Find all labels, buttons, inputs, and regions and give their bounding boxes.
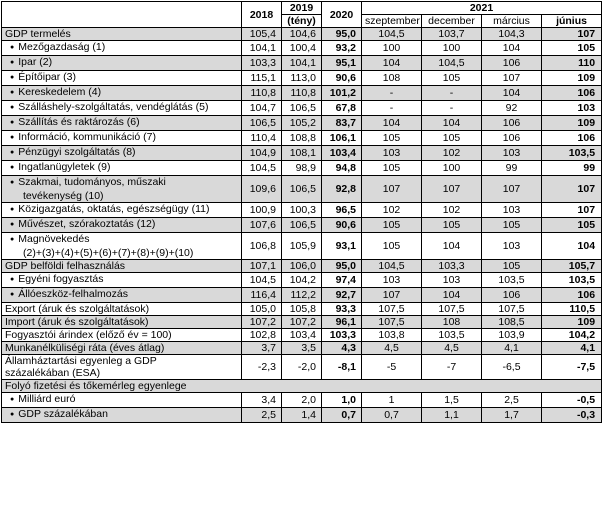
row-label bbox=[2, 101, 242, 116]
table-row bbox=[2, 393, 602, 408]
value-cell: 4,5 bbox=[422, 342, 482, 355]
value-cell: 104,6 bbox=[282, 28, 322, 41]
value-cell: 92,7 bbox=[322, 288, 362, 303]
value-cell: 104 bbox=[362, 116, 422, 131]
value-cell: 103,5 bbox=[482, 273, 542, 288]
row-label-text: ● Ipar (2) bbox=[10, 56, 52, 68]
value-cell: 107 bbox=[482, 71, 542, 86]
value-cell: 93,2 bbox=[322, 41, 362, 56]
row-label-text: ● Közigazgatás, oktatás, egészségügy (11) bbox=[10, 203, 210, 215]
value-cell: 105 bbox=[422, 71, 482, 86]
table-row bbox=[2, 131, 602, 146]
value-cell: 105,7 bbox=[542, 260, 602, 273]
row-label-text: ● Kereskedelem (4) bbox=[10, 86, 101, 98]
row-label bbox=[2, 146, 242, 161]
value-cell: 105 bbox=[482, 218, 542, 233]
value-cell: 106 bbox=[482, 56, 542, 71]
value-cell: 103 bbox=[422, 273, 482, 288]
month-header-june: június bbox=[542, 15, 602, 28]
row-label-line2: (2)+(3)+(4)+(5)+(6)+(7)+(8)+(9)+(10) bbox=[23, 247, 194, 259]
value-cell: 103,5 bbox=[542, 273, 602, 288]
value-cell: 110,8 bbox=[282, 86, 322, 101]
row-label-text: ● Információ, kommunikáció (7) bbox=[10, 131, 156, 143]
value-cell: 104,7 bbox=[242, 101, 282, 116]
table-row bbox=[2, 146, 602, 161]
value-cell: 112,2 bbox=[282, 288, 322, 303]
value-cell: 97,4 bbox=[322, 273, 362, 288]
value-cell: 102 bbox=[422, 203, 482, 218]
value-cell: 106 bbox=[542, 288, 602, 303]
value-cell: 106 bbox=[482, 288, 542, 303]
year-2021-header: 2021 bbox=[362, 2, 602, 15]
value-cell: 103,8 bbox=[362, 329, 422, 342]
row-label-text: Export (áruk és szolgáltatások) bbox=[5, 303, 150, 315]
table-row bbox=[2, 56, 602, 71]
month-header-december: december bbox=[422, 15, 482, 28]
value-cell: 106,1 bbox=[322, 131, 362, 146]
row-label-text: GDP termelés bbox=[5, 28, 71, 40]
table-row bbox=[2, 342, 602, 355]
row-label-text: ● Állóeszköz-felhalmozás bbox=[10, 288, 128, 300]
value-cell: 100 bbox=[422, 41, 482, 56]
value-cell: 104,5 bbox=[362, 28, 422, 41]
value-cell: 107,1 bbox=[242, 260, 282, 273]
value-cell: - bbox=[422, 86, 482, 101]
value-cell: 4,1 bbox=[542, 342, 602, 355]
value-cell: 109 bbox=[542, 71, 602, 86]
table-row bbox=[2, 288, 602, 303]
table-row bbox=[2, 355, 602, 380]
value-cell: -5 bbox=[362, 355, 422, 380]
row-label bbox=[2, 316, 242, 329]
value-cell: 104,2 bbox=[282, 273, 322, 288]
value-cell: 116,4 bbox=[242, 288, 282, 303]
row-label-text: ● Pénzügyi szolgáltatás (8) bbox=[10, 146, 136, 158]
value-cell: 2,5 bbox=[482, 393, 542, 408]
table-row bbox=[2, 273, 602, 288]
value-cell: 102 bbox=[422, 146, 482, 161]
table-row bbox=[2, 316, 602, 329]
value-cell: 103 bbox=[362, 146, 422, 161]
value-cell: 106,5 bbox=[242, 116, 282, 131]
value-cell: 105 bbox=[362, 161, 422, 176]
row-label-line1: ● Magnövekedés bbox=[10, 233, 238, 247]
row-label-text: ● Szállítás és raktározás (6) bbox=[10, 116, 140, 128]
value-cell: 104,5 bbox=[242, 273, 282, 288]
value-cell: 92 bbox=[482, 101, 542, 116]
row-label-text: ● Egyéni fogyasztás bbox=[10, 273, 103, 285]
table-row bbox=[2, 303, 602, 316]
value-cell: 103,3 bbox=[422, 260, 482, 273]
value-cell: 95,0 bbox=[322, 28, 362, 41]
value-cell: 102,8 bbox=[242, 329, 282, 342]
value-cell: 3,4 bbox=[242, 393, 282, 408]
table-row bbox=[2, 41, 602, 56]
value-cell: 106,5 bbox=[282, 176, 322, 203]
value-cell: 107,5 bbox=[362, 303, 422, 316]
value-cell: 103,3 bbox=[242, 56, 282, 71]
month-header-march: március bbox=[482, 15, 542, 28]
value-cell: 105,4 bbox=[242, 28, 282, 41]
value-cell: 104 bbox=[422, 288, 482, 303]
forecast-table bbox=[1, 1, 602, 423]
row-label bbox=[2, 71, 242, 86]
value-cell: 105 bbox=[422, 218, 482, 233]
table-row bbox=[2, 161, 602, 176]
value-cell: 99 bbox=[482, 161, 542, 176]
value-cell: 104,1 bbox=[242, 41, 282, 56]
value-cell: -7,5 bbox=[542, 355, 602, 380]
value-cell: 105 bbox=[542, 41, 602, 56]
table-body bbox=[2, 28, 602, 423]
row-label-text: ● Szálláshely-szolgáltatás, vendéglátás (5) bbox=[10, 101, 209, 113]
row-label bbox=[2, 288, 242, 303]
value-cell: 110,8 bbox=[242, 86, 282, 101]
value-cell: 104 bbox=[422, 116, 482, 131]
row-label bbox=[2, 161, 242, 176]
value-cell: 0,7 bbox=[362, 408, 422, 423]
row-label bbox=[2, 380, 602, 393]
value-cell: 101,2 bbox=[322, 86, 362, 101]
table-row bbox=[2, 408, 602, 423]
value-cell: 110 bbox=[542, 56, 602, 71]
year-2020-header: 2020 bbox=[322, 2, 362, 28]
value-cell: 100 bbox=[422, 161, 482, 176]
row-label-text: ● Mezőgazdaság (1) bbox=[10, 41, 105, 53]
row-label-text: ● Építőipar (3) bbox=[10, 71, 76, 83]
value-cell: 105 bbox=[362, 218, 422, 233]
value-cell: 106,5 bbox=[282, 101, 322, 116]
value-cell: 113,0 bbox=[282, 71, 322, 86]
value-cell: 1,4 bbox=[282, 408, 322, 423]
value-cell: 96,1 bbox=[322, 316, 362, 329]
value-cell: 103 bbox=[482, 233, 542, 260]
value-cell: 0,7 bbox=[322, 408, 362, 423]
value-cell: 109 bbox=[542, 116, 602, 131]
table-row bbox=[2, 176, 602, 203]
value-cell: 107 bbox=[542, 176, 602, 203]
value-cell: 104,5 bbox=[422, 56, 482, 71]
value-cell: 103,7 bbox=[422, 28, 482, 41]
row-label-text: Fogyasztói árindex (előző év = 100) bbox=[5, 329, 172, 341]
value-cell: 103,5 bbox=[542, 146, 602, 161]
row-label bbox=[2, 260, 242, 273]
value-cell: 106 bbox=[482, 116, 542, 131]
value-cell: 108,8 bbox=[282, 131, 322, 146]
value-cell: 99 bbox=[542, 161, 602, 176]
value-cell: -0,5 bbox=[542, 393, 602, 408]
row-label bbox=[2, 408, 242, 423]
value-cell: 103,4 bbox=[322, 146, 362, 161]
value-cell: 95,1 bbox=[322, 56, 362, 71]
value-cell: 4,5 bbox=[362, 342, 422, 355]
table-row bbox=[2, 71, 602, 86]
value-cell: 103 bbox=[542, 101, 602, 116]
value-cell: 3,7 bbox=[242, 342, 282, 355]
row-label bbox=[2, 56, 242, 71]
value-cell: - bbox=[362, 86, 422, 101]
value-cell: 1 bbox=[362, 393, 422, 408]
value-cell: 4,3 bbox=[322, 342, 362, 355]
value-cell: 107 bbox=[362, 288, 422, 303]
value-cell: 104,3 bbox=[482, 28, 542, 41]
value-cell: 107 bbox=[542, 28, 602, 41]
value-cell: 107 bbox=[362, 176, 422, 203]
row-label bbox=[2, 203, 242, 218]
table-row bbox=[2, 233, 602, 260]
row-label-text: Import (áruk és szolgáltatások) bbox=[5, 316, 149, 328]
value-cell: 103 bbox=[482, 146, 542, 161]
value-cell: 107,6 bbox=[242, 218, 282, 233]
value-cell: 104,9 bbox=[242, 146, 282, 161]
value-cell: 103 bbox=[362, 273, 422, 288]
value-cell: 110,5 bbox=[542, 303, 602, 316]
table-row bbox=[2, 203, 602, 218]
value-cell: 104,1 bbox=[282, 56, 322, 71]
row-label bbox=[2, 116, 242, 131]
value-cell: 103,3 bbox=[322, 329, 362, 342]
value-cell: 105 bbox=[482, 260, 542, 273]
value-cell: 107,2 bbox=[242, 316, 282, 329]
value-cell: 2,0 bbox=[282, 393, 322, 408]
value-cell: 103,9 bbox=[482, 329, 542, 342]
actual-note: (tény) bbox=[282, 15, 322, 28]
row-label bbox=[2, 355, 242, 380]
value-cell: 107 bbox=[422, 176, 482, 203]
table-row bbox=[2, 116, 602, 131]
value-cell: 103,4 bbox=[282, 329, 322, 342]
value-cell: - bbox=[422, 101, 482, 116]
value-cell: 100,4 bbox=[282, 41, 322, 56]
value-cell: 93,1 bbox=[322, 233, 362, 260]
table-row bbox=[2, 260, 602, 273]
value-cell: 106,8 bbox=[242, 233, 282, 260]
value-cell: 104 bbox=[482, 86, 542, 101]
value-cell: 106 bbox=[542, 86, 602, 101]
value-cell: 105,8 bbox=[282, 303, 322, 316]
value-cell: 104 bbox=[362, 56, 422, 71]
value-cell: 94,8 bbox=[322, 161, 362, 176]
table-row bbox=[2, 28, 602, 41]
value-cell: 103,5 bbox=[422, 329, 482, 342]
value-cell: 100 bbox=[362, 41, 422, 56]
year-2019-header: 2019 bbox=[282, 2, 322, 15]
value-cell: 105,2 bbox=[282, 116, 322, 131]
table-row bbox=[2, 329, 602, 342]
value-cell: 105 bbox=[542, 218, 602, 233]
value-cell: 4,1 bbox=[482, 342, 542, 355]
value-cell: 102 bbox=[362, 203, 422, 218]
value-cell: 93,3 bbox=[322, 303, 362, 316]
row-label bbox=[2, 218, 242, 233]
value-cell: 105,9 bbox=[282, 233, 322, 260]
value-cell: 108,5 bbox=[482, 316, 542, 329]
value-cell: 108 bbox=[422, 316, 482, 329]
row-label-text: ● Ingatlanügyletek (9) bbox=[10, 161, 110, 173]
value-cell: 104 bbox=[482, 41, 542, 56]
row-label bbox=[2, 342, 242, 355]
value-cell: 115,1 bbox=[242, 71, 282, 86]
value-cell: 108 bbox=[362, 71, 422, 86]
value-cell: 100,3 bbox=[282, 203, 322, 218]
table-row bbox=[2, 380, 602, 393]
value-cell: 1,1 bbox=[422, 408, 482, 423]
row-label bbox=[2, 273, 242, 288]
value-cell: - bbox=[362, 101, 422, 116]
row-label-text: Folyó fizetési és tőkemérleg egyenlege bbox=[5, 380, 187, 392]
value-cell: 109 bbox=[542, 316, 602, 329]
value-cell: 105,0 bbox=[242, 303, 282, 316]
value-cell: 107,5 bbox=[422, 303, 482, 316]
value-cell: 107,2 bbox=[282, 316, 322, 329]
value-cell: -8,1 bbox=[322, 355, 362, 380]
value-cell: 67,8 bbox=[322, 101, 362, 116]
row-label-line1: Államháztartási egyenleg a GDP bbox=[5, 355, 157, 367]
value-cell: 104,2 bbox=[542, 329, 602, 342]
value-cell: -0,3 bbox=[542, 408, 602, 423]
value-cell: 107 bbox=[482, 176, 542, 203]
value-cell: 90,6 bbox=[322, 71, 362, 86]
header-empty-cell bbox=[2, 2, 242, 28]
value-cell: 2,5 bbox=[242, 408, 282, 423]
value-cell: -7 bbox=[422, 355, 482, 380]
value-cell: -6,5 bbox=[482, 355, 542, 380]
row-label-text: ● Milliárd euró bbox=[10, 393, 75, 405]
value-cell: 110,4 bbox=[242, 131, 282, 146]
row-label-text: Munkanélküliségi ráta (éves átlag) bbox=[5, 342, 165, 354]
value-cell: 104,5 bbox=[362, 260, 422, 273]
value-cell: 83,7 bbox=[322, 116, 362, 131]
table-row bbox=[2, 101, 602, 116]
row-label bbox=[2, 86, 242, 101]
value-cell: 104 bbox=[422, 233, 482, 260]
value-cell: 3,5 bbox=[282, 342, 322, 355]
row-label bbox=[2, 41, 242, 56]
row-label bbox=[2, 28, 242, 41]
value-cell: 107,5 bbox=[362, 316, 422, 329]
value-cell: 105 bbox=[422, 131, 482, 146]
value-cell: 104 bbox=[542, 233, 602, 260]
value-cell: -2,3 bbox=[242, 355, 282, 380]
row-label-line1: ● Szakmai, tudományos, műszaki bbox=[10, 176, 238, 190]
value-cell: 95,0 bbox=[322, 260, 362, 273]
value-cell: 108,1 bbox=[282, 146, 322, 161]
value-cell: 1,5 bbox=[422, 393, 482, 408]
value-cell: 103 bbox=[482, 203, 542, 218]
value-cell: 105 bbox=[362, 131, 422, 146]
value-cell: 107,5 bbox=[482, 303, 542, 316]
row-label-text: GDP belföldi felhasználás bbox=[5, 260, 126, 272]
value-cell: 1,0 bbox=[322, 393, 362, 408]
row-label bbox=[2, 303, 242, 316]
value-cell: 106 bbox=[542, 131, 602, 146]
year-2018-header: 2018 bbox=[242, 2, 282, 28]
row-label bbox=[2, 329, 242, 342]
value-cell: 106 bbox=[482, 131, 542, 146]
value-cell: -2,0 bbox=[282, 355, 322, 380]
row-label bbox=[2, 176, 242, 203]
row-label bbox=[2, 131, 242, 146]
table-row bbox=[2, 86, 602, 101]
row-label bbox=[2, 233, 242, 260]
value-cell: 98,9 bbox=[282, 161, 322, 176]
value-cell: 100,9 bbox=[242, 203, 282, 218]
row-label-line2: tevékenység (10) bbox=[23, 190, 104, 202]
row-label-text: ● Művészet, szórakoztatás (12) bbox=[10, 218, 155, 230]
row-label-line2: százalékában (ESA) bbox=[5, 367, 101, 379]
value-cell: 90,6 bbox=[322, 218, 362, 233]
value-cell: 106,0 bbox=[282, 260, 322, 273]
value-cell: 107 bbox=[542, 203, 602, 218]
row-label-text: ● GDP százalékában bbox=[10, 408, 108, 420]
value-cell: 104,5 bbox=[242, 161, 282, 176]
value-cell: 1,7 bbox=[482, 408, 542, 423]
row-label bbox=[2, 393, 242, 408]
month-header-september: szeptember bbox=[362, 15, 422, 28]
value-cell: 109,6 bbox=[242, 176, 282, 203]
value-cell: 105 bbox=[362, 233, 422, 260]
value-cell: 96,5 bbox=[322, 203, 362, 218]
value-cell: 92,8 bbox=[322, 176, 362, 203]
table-row bbox=[2, 218, 602, 233]
value-cell: 106,5 bbox=[282, 218, 322, 233]
